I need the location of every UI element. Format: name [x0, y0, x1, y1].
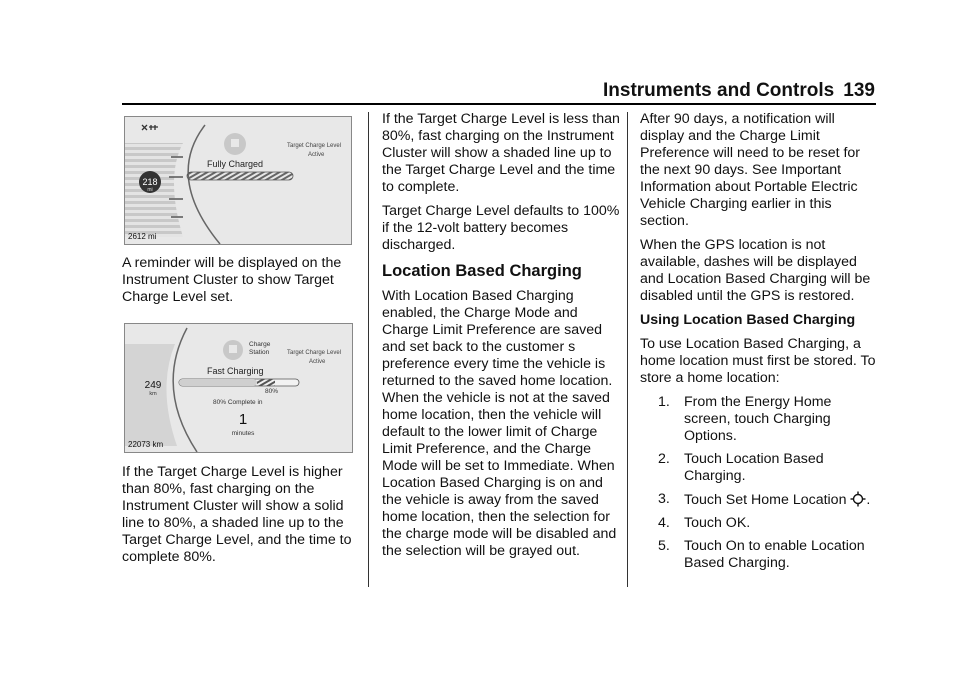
paragraph: With Location Based Charging enabled, the Charge Mode and Charge Limit Preference are saved and set back to the customer s preference every time the vehicle is returned to the saved home location. When the vehicle is not at the saved home location, then the vehicle will default to the lower limit of Charge Limit Preference, and the Charge Mode will be set to Immediate. When Location Based Charging is on and the vehicle is away from the saved home location, then the selection for the charge mode will be disabled and the selection will be grayed out. — [382, 288, 617, 559]
column-1-bottom — [122, 464, 362, 573]
paragraph: If the Target Charge Level is less than 80%, fast charging on the Instrument Cluster will show a shaded line up to the Target Charge Level and the time to complete. — [382, 111, 620, 195]
list-item: 3. Touch Set Home Location . — [658, 491, 871, 508]
page-header — [603, 80, 875, 104]
paragraph: When the GPS location is not available, dashes will be displayed and Location Based Charging will be disabled until the GPS is restored. — [640, 237, 871, 304]
range-unit: km — [149, 391, 157, 397]
column-3 — [640, 111, 880, 578]
paragraph: After 90 days, a notification will display and the Charge Limit Preference will need to be reset for the next 90 days. See Important Information about Portable Electric Vehicle Charging earlier in this section. — [640, 111, 861, 229]
charge-status: Fully Charged — [207, 159, 264, 169]
range-unit: mi — [147, 187, 153, 193]
column-1-top — [122, 255, 357, 313]
percent-label: 80% — [265, 388, 279, 395]
time-unit: minutes — [231, 430, 255, 437]
section-title: Instruments and Controls — [603, 80, 835, 101]
charge-progress-bar — [187, 172, 293, 180]
crosshair-icon — [850, 491, 866, 507]
time-value: 1 — [238, 411, 248, 428]
odometer: 22073 km — [128, 440, 164, 449]
odometer: 2612 mi — [128, 232, 157, 241]
charge-plug-icon — [223, 340, 243, 360]
list-item: 4. Touch OK. — [658, 515, 751, 531]
range-value: 218 — [142, 177, 158, 187]
page-number: 139 — [843, 80, 875, 101]
paragraph: A reminder will be displayed on the Instrument Cluster to show Target Charge Level set. — [122, 255, 342, 305]
list-item: 5. Touch On to enable Location Based Charging. — [658, 538, 865, 571]
list-item: 2. Touch Location Based Charging. — [658, 451, 824, 484]
list-item: 1. From the Energy Home screen, touch Charging Options. — [658, 394, 832, 444]
subheading: Using Location Based Charging — [640, 312, 856, 328]
tcl-label-2: Active — [308, 152, 325, 158]
tcl-label-1: Target Charge Level — [287, 350, 342, 356]
charge-bar-solid — [179, 379, 257, 386]
tcl-label-2: Active — [309, 359, 326, 365]
column-divider — [368, 112, 369, 587]
paragraph: Target Charge Level defaults to 100% if the 12-volt battery becomes discharged. — [382, 203, 620, 253]
section-heading: Location Based Charging — [382, 262, 582, 280]
cluster-figure-fully-charged — [124, 116, 352, 245]
paragraph: If the Target Charge Level is higher than 80%, fast charging on the Instrument Cluster will show a solid line to 80%, a shaded line up to the Target Charge Level, and the time to complete 80%. — [122, 464, 352, 565]
station-label-1: Charge — [249, 341, 271, 348]
header-rule — [122, 103, 876, 105]
station-label-2: Station — [249, 349, 270, 356]
complete-label: 80% Complete in — [213, 399, 263, 406]
paragraph: To use Location Based Charging, a home location must first be stored. To store a home location: — [640, 336, 876, 386]
column-2 — [382, 111, 622, 567]
range-value: 249 — [144, 380, 162, 391]
charge-status: Fast Charging — [207, 366, 264, 376]
steps-list — [640, 394, 880, 572]
cluster-figure-fast-charging — [124, 323, 353, 453]
column-divider — [627, 112, 628, 587]
tcl-label-1: Target Charge Level — [287, 143, 342, 149]
charge-bar-shaded — [257, 379, 275, 386]
charge-plug-icon — [224, 133, 246, 155]
